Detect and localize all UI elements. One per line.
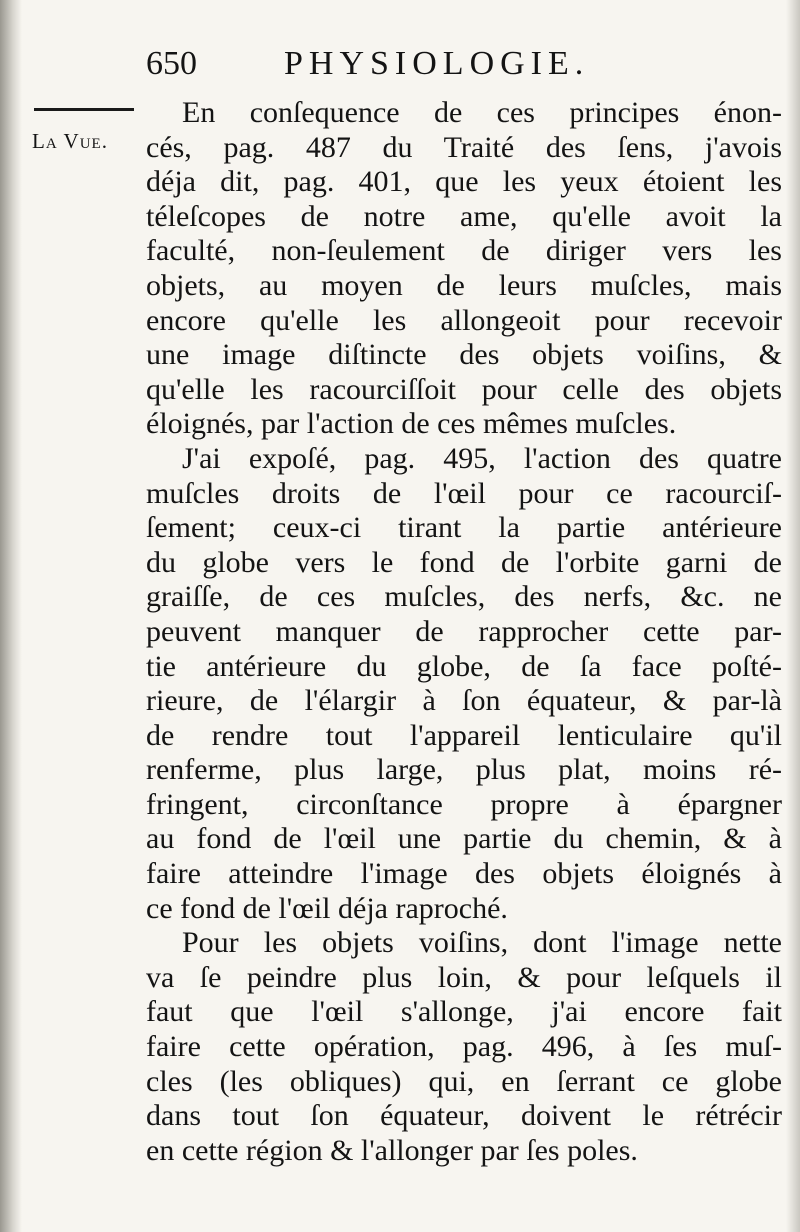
text-line: muſcles droits de l'œil pour ce racourciſ- bbox=[146, 476, 782, 510]
text-line: une image diſtincte des objets voiſins, & bbox=[146, 338, 782, 372]
text-line: faire atteindre l'image des objets éloignés à bbox=[146, 857, 782, 891]
text-line: rieure, de l'élargir à ſon équateur, & par-là bbox=[146, 684, 782, 718]
text-line: téleſcopes de notre ame, qu'elle avoit la bbox=[146, 199, 782, 233]
text-line: en cette région & l'allonger par ſes poles. bbox=[146, 1133, 638, 1167]
text-line: faire cette opération, pag. 496, à ſes muſ- bbox=[146, 1030, 782, 1064]
text-line: qu'elle les racourciſſoit pour celle des objets bbox=[146, 372, 782, 406]
margin-rule bbox=[34, 108, 134, 111]
text-line: objets, au moyen de leurs muſcles, mais bbox=[146, 268, 782, 302]
text-line: éloignés, par l'action de ces mêmes muſcles. bbox=[146, 407, 677, 441]
paragraph-2 bbox=[146, 442, 782, 926]
text-line: graiſſe, de ces muſcles, des nerfs, &c. ne bbox=[146, 580, 782, 614]
running-title: PHYSIOLOGIE. bbox=[284, 45, 590, 82]
text-line: dans tout ſon équateur, doivent le rétrécir bbox=[146, 1099, 782, 1133]
text-line: du globe vers le fond de l'orbite garni de bbox=[146, 545, 782, 579]
text-line: J'ai expoſé, pag. 495, l'action des quatre bbox=[182, 441, 782, 475]
text-line: Pour les objets voiſins, dont l'image nette bbox=[182, 926, 782, 960]
text-line: cles (les obliques) qui, en ſerrant ce globe bbox=[146, 1064, 782, 1098]
text-line: de rendre tout l'appareil lenticulaire qu'il bbox=[146, 718, 782, 752]
page-number: 650 bbox=[146, 45, 197, 82]
page-gutter-shadow bbox=[0, 0, 22, 1232]
text-line: ſement; ceux-ci tirant la partie antérieure bbox=[146, 511, 782, 545]
text-line: encore qu'elle les allongeoit pour recevoir bbox=[146, 303, 782, 337]
margin-note: La Vue. bbox=[32, 129, 108, 153]
text-line: En conſequence de ces principes énon- bbox=[182, 96, 782, 129]
text-line: au fond de l'œil une partie du chemin, & à bbox=[146, 822, 782, 856]
text-line: faut que l'œil s'allonge, j'ai encore fait bbox=[146, 995, 782, 1029]
text-line: déja dit, pag. 401, que les yeux étoient les bbox=[146, 165, 782, 199]
text-line: fringent, circonſtance propre à épargner bbox=[146, 787, 782, 821]
text-line: cés, pag. 487 du Traité des ſens, j'avois bbox=[146, 130, 782, 164]
page-edge-shadow bbox=[786, 0, 800, 1232]
text-line: tie antérieure du globe, de ſa face poſté- bbox=[146, 649, 782, 683]
text-line: renferme, plus large, plus plat, moins ré- bbox=[146, 753, 782, 787]
text-line: ce fond de l'œil déja raproché. bbox=[146, 891, 508, 925]
paragraph-3 bbox=[146, 926, 782, 1168]
page-header bbox=[146, 40, 626, 88]
text-line: faculté, non-ſeulement de diriger vers les bbox=[146, 234, 782, 268]
body-text bbox=[146, 96, 782, 1168]
text-line: va ſe peindre plus loin, & pour leſquels il bbox=[146, 960, 782, 994]
paragraph-1 bbox=[146, 96, 782, 442]
text-line: peuvent manquer de rapprocher cette par- bbox=[146, 614, 782, 648]
